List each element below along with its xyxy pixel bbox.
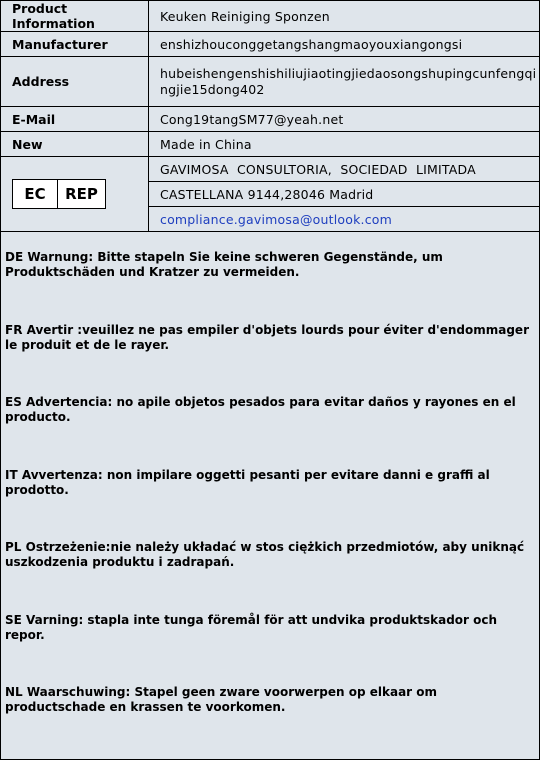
row-product (1, 1, 539, 32)
row-manufacturer (1, 32, 539, 57)
row-email (1, 107, 539, 132)
row-new (1, 132, 539, 157)
warning-nl: NL Waarschuwing: Stapel geen zware voorwerpen op elkaar om productschade en krassen te voorkomen. (5, 685, 438, 714)
address-value: hubeishengenshishiliujiaotingjiedaosongshupingcunfengqingjie15dong402 (149, 57, 540, 107)
row-ecrep-company (1, 157, 539, 182)
origin-value: Made in China (149, 132, 540, 157)
ec-rep-symbol (12, 179, 106, 209)
warnings-section (1, 232, 539, 758)
email-label: E-Mail (1, 107, 149, 132)
ec-text: EC (13, 180, 58, 208)
row-address (1, 57, 539, 107)
new-label: New (1, 132, 149, 157)
address-label: Address (1, 57, 149, 107)
warning-pl: PL Ostrzeżenie:nie należy układać w stos ciężkich przedmiotów, aby uniknąć uszkodzenia produktu i zadrapań. (5, 540, 525, 569)
ec-rep-company: GAVIMOSA CONSULTORIA, SOCIEDAD LIMITADA (149, 157, 540, 182)
warning-it: IT Avvertenza: non impilare oggetti pesanti per evitare danni e graffi al prodotto. (5, 467, 490, 497)
warning-es: ES Advertencia: no apile objetos pesados para evitar daños y rayones en el producto. (5, 395, 516, 424)
product-info-table (1, 1, 539, 232)
ec-rep-symbol-cell (1, 157, 149, 232)
warning-fr: FR Avertir :veuillez ne pas empiler d'objets lourds pour éviter d'endommager le produit et de le rayer. (5, 322, 529, 352)
manufacturer-value: enshizhoucongge​tangshangmaoyouxiangongsi (149, 32, 540, 57)
rep-text: REP (65, 185, 98, 203)
warning-se: SE Varning: stapla inte tunga föremål för att undvika produktskador och repor. (5, 612, 498, 642)
manufacturer-label: Manufacturer (1, 32, 149, 57)
product-info-value: Keuken Reiniging Sponzen (149, 1, 540, 32)
ec-rep-address: CASTELLANA 9144,28046 Madrid (149, 182, 540, 207)
ec-rep-email-link[interactable]: compliance.gavimosa@outlook.com (149, 207, 540, 232)
warning-de: DE Warnung: Bitte stapeln Sie keine schweren Gegenstände, um Produktschäden und Kratzer zu vermeiden. (5, 250, 443, 279)
email-value: Cong19tangSM77@yeah.net (149, 107, 540, 132)
product-info-label: Product Information (1, 1, 149, 32)
